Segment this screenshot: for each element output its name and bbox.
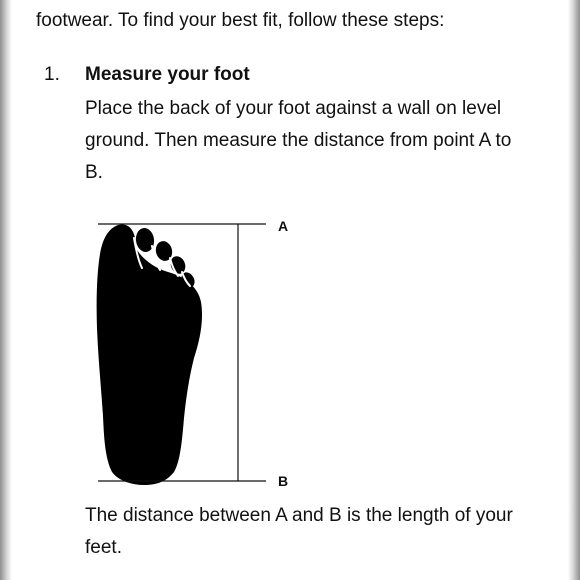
foot-measurement-diagram	[88, 210, 308, 500]
step-number: 1.	[44, 64, 60, 85]
foot-sole	[97, 224, 202, 485]
page-edge-shadow-right	[568, 0, 580, 580]
foot-silhouette-icon	[97, 224, 202, 485]
measurement-explanation: The distance between A and B is the length of your feet.	[85, 505, 513, 558]
step-instructions: Place the back of your foot against a wall on level ground. Then measure the distance from point A to B.	[85, 98, 512, 183]
point-b-label: B	[278, 473, 289, 489]
step-heading: Measure your foot	[85, 64, 250, 85]
intro-text: footwear. To find your best fit, follow these steps:	[36, 10, 445, 31]
point-a-label: A	[278, 218, 289, 234]
page-edge-shadow-left	[0, 0, 12, 580]
